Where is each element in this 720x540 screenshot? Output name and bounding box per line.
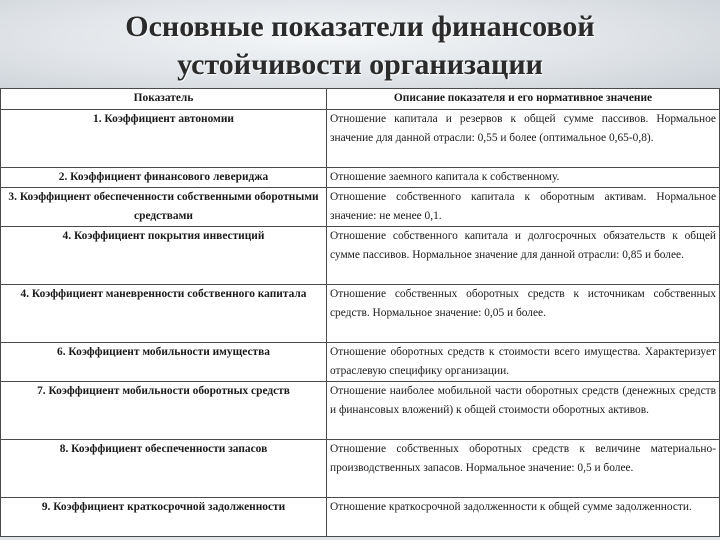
table-row <box>1 227 720 285</box>
table-row <box>1 110 720 168</box>
slide-title <box>0 8 720 84</box>
indicator-name: 9. Коэффициент краткосрочной задолженности <box>1 498 327 537</box>
indicator-description: Отношение краткосрочной задолженности к общей сумме задолженности. <box>327 498 720 537</box>
indicator-description: Отношение собственного капитала к оборотным активам. Нормальное значение: не менее 0,1. <box>327 188 720 227</box>
column-header-description: Описание показателя и его нормативное значение <box>327 89 720 110</box>
table-row <box>1 343 720 382</box>
indicator-description: Отношение оборотных средств к стоимости всего имущества. Характеризует отраслевую специфику организации. <box>327 343 720 382</box>
indicator-name: 4. Коэффициент маневренности собственного капитала <box>1 285 327 343</box>
indicator-description: Отношение собственных оборотных средств к источникам собственных средств. Нормальное значение: 0,05 и более. <box>327 285 720 343</box>
indicator-name: 7. Коэффициент мобильности оборотных средств <box>1 382 327 440</box>
indicator-name: 6. Коэффициент мобильности имущества <box>1 343 327 382</box>
indicators-table <box>0 88 720 537</box>
indicator-description: Отношение капитала и резервов к общей сумме пассивов. Нормальное значение для данной отрасли: 0,55 и более (оптимальное 0,65-0,8). <box>327 110 720 168</box>
indicator-description: Отношение наиболее мобильной части оборотных средств (денежных средств и финансовых вложений) к общей стоимости оборотных активов. <box>327 382 720 440</box>
table-row <box>1 168 720 188</box>
indicator-name: 2. Коэффициент финансового левериджа <box>1 168 327 188</box>
column-header-indicator: Показатель <box>1 89 327 110</box>
indicator-name: 1. Коэффициент автономии <box>1 110 327 168</box>
indicator-name: 4. Коэффициент покрытия инвестиций <box>1 227 327 285</box>
slide-title-line-1: Основные показатели финансовой <box>125 10 595 43</box>
table-row <box>1 440 720 498</box>
indicator-description: Отношение собственного капитала и долгосрочных обязательств к общей сумме пассивов. Нормальное значение для данной отрасли: 0,85 и более. <box>327 227 720 285</box>
table-row <box>1 285 720 343</box>
indicator-description: Отношение заемного капитала к собственному. <box>327 168 720 188</box>
indicator-description: Отношение собственных оборотных средств к величине материально-производственных запасов. Нормальное значение: 0,5 и более. <box>327 440 720 498</box>
slide-title-line-2: устойчивости организации <box>177 48 543 81</box>
indicator-name: 3. Коэффициент обеспеченности собственными оборотными средствами <box>1 188 327 227</box>
table-header-row <box>1 89 720 110</box>
table-row <box>1 382 720 440</box>
table-row <box>1 498 720 537</box>
table-row <box>1 188 720 227</box>
indicator-name: 8. Коэффициент обеспеченности запасов <box>1 440 327 498</box>
